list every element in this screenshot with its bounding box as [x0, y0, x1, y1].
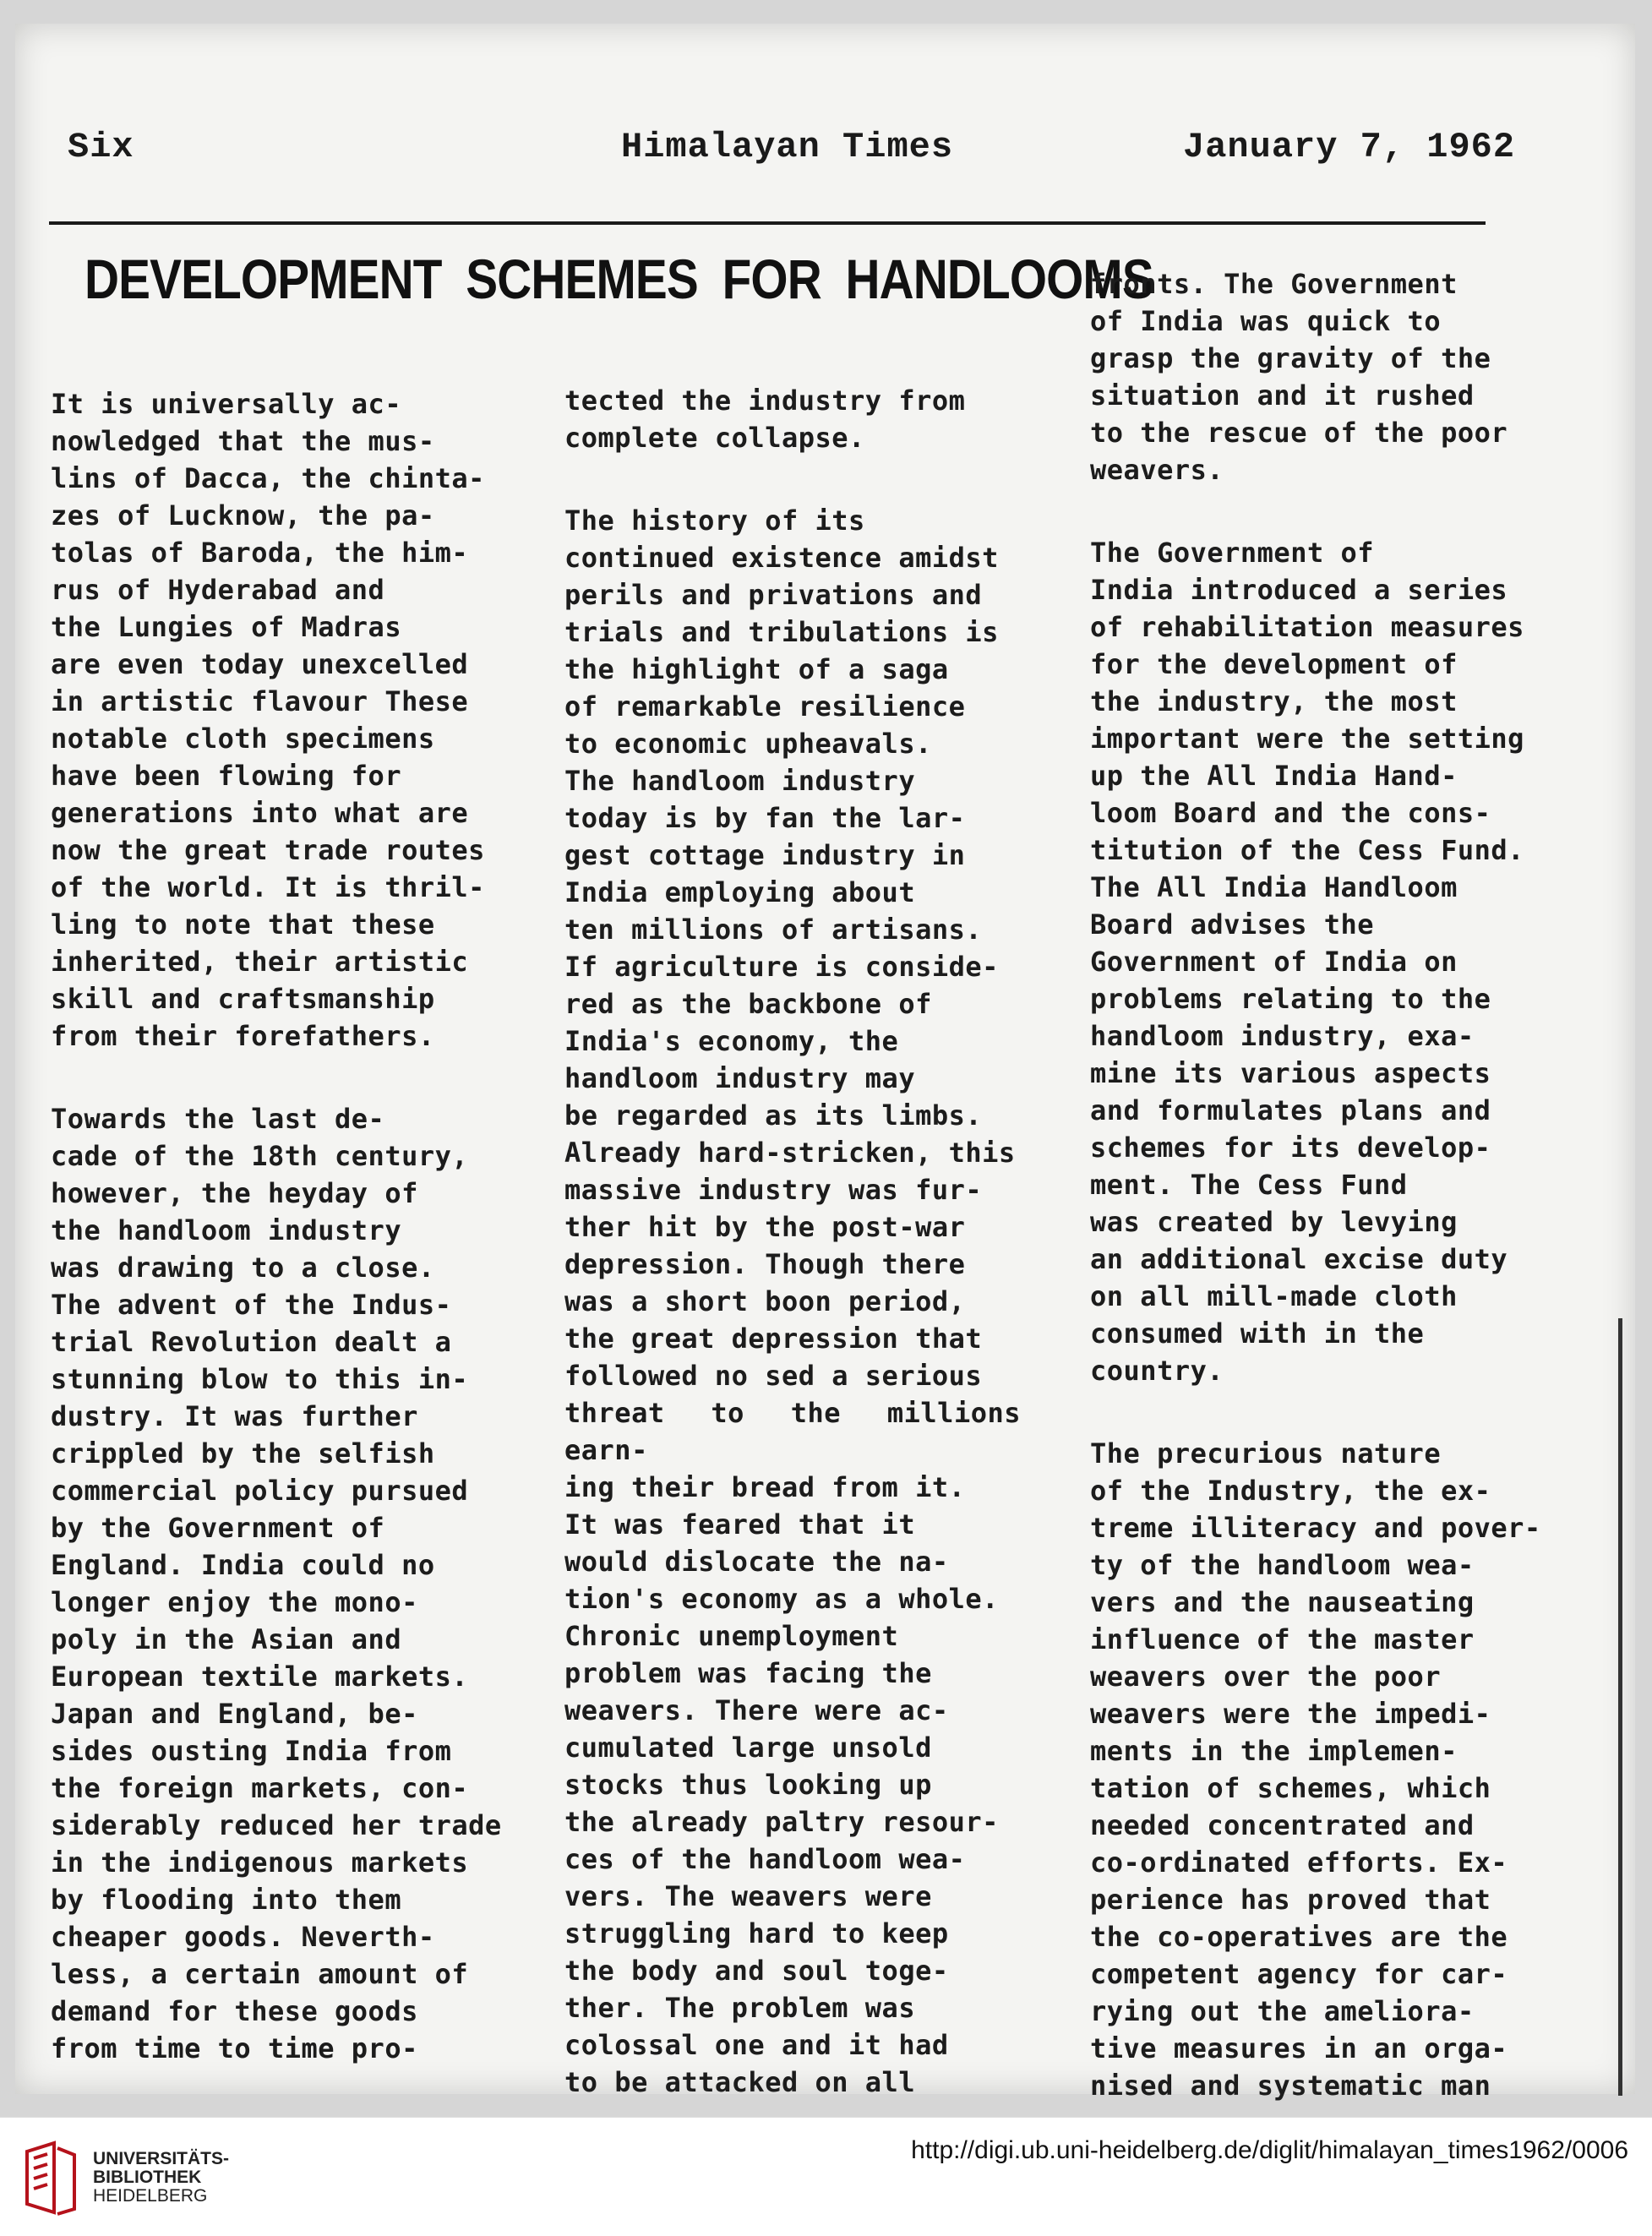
page-number: Six [68, 127, 134, 167]
library-logo-icon[interactable] [20, 2136, 81, 2221]
article-column-2 [564, 345, 1021, 2146]
article-column-1 [51, 348, 507, 2113]
paragraph: The precurious nature of the Industry, the ex- treme illiteracy and pover- ty of the handloom wea- vers and the nauseating influence of the master weavers over the poor weavers were the impedi- ments in the implemen- tation of schemes, which needed concentrated and co-ordinated efforts. Ex- perience has proved that the co-operatives are the competent agency for car- rying out the ameliora- tive measures in an orga- nised and systematic man [1090, 1437, 1541, 2102]
library-name-line: HEIDELBERG [93, 2186, 208, 2206]
article-column-3 [1090, 228, 1546, 2150]
paragraph: It is universally ac- nowledged that the mus- lins of Dacca, the chinta- zes of Lucknow, the pa- tolas of Baroda, the him- rus of Hyderabad and the Lungies of Madras are even today unexcelled in artistic flavour These notable cloth specimens have been flowing for generations into what are now the great trade routes of the world. It is thril- ling to note that these inherited, their artistic skill and craftsmanship from their forefathers. [51, 388, 485, 1052]
paragraph: The Government of India introduced a series of rehabilitation measures for the development of the industry, the most important were the setting up the All India Hand- loom Board and the cons- titution of the Cess Fund. The All India Handloom Board advises the Government of India on problems relating to the handloom industry, exa- mine its various aspects and formulates plans and schemes for its develop- ment. The Cess Fund was created by levying an additional excise duty on all mill-made cloth consumed with in the country. [1090, 537, 1524, 1387]
paragraph: tected the industry from complete collapse. [564, 384, 966, 454]
library-name[interactable] [93, 2150, 229, 2206]
paragraph: The history of its continued existence amidst perils and privations and trials and tribulations is the highlight of a saga of remarkable resilience to economic upheavals. The handloom industry today is by fan the lar- gest cottage industry in India employing about ten millions of artisans. If agriculture is conside- red as the backbone of India's economy, the handloom industry may be regarded as its limbs. Already hard-stricken, this massive industry was fur- ther hit by the post-war depression. Though there was a short boon period, the great depression that followed no sed a serious threat to the millions earn- ing their bread from it. It was feared that it would dislocate the na- tion's economy as a whole. Chronic unemployment problem was facing the weavers. There were ac- cumulated large unsold stocks thus looking up the already paltry resour- ces of the handloom wea- vers. The weavers were struggling hard to keep the body and soul toge- ther. The problem was colossal one and it had to be attacked on all [564, 504, 1021, 2098]
library-name-line: UNIVERSITÄTS- [93, 2149, 230, 2168]
paragraph: fronts. The Government of India was quick to grasp the gravity of the situation and it rushed to the rescue of the poor weavers. [1090, 268, 1508, 486]
library-name-line: BIBLIOTHEK [93, 2168, 202, 2187]
paragraph: Towards the last de- cade of the 18th century, however, the heyday of the handloom industry was drawing to a close. The advent of the Indus- trial Revolution dealt a stunning blow to this in- dustry. It was further crippled by the selfish commercial policy pursued by the Government of England. India could no longer enjoy the mono- poly in the Asian and European textile markets. Japan and England, be- sides ousting India from the foreign markets, con- siderably reduced her trade in the indigenous markets by flooding into them cheaper goods. Neverth- less, a certain amount of demand for these goods from time to time pro- [51, 1103, 502, 2064]
page-edge-mark [1618, 1318, 1622, 2096]
issue-date: January 7, 1962 [1183, 127, 1516, 167]
permalink-url[interactable]: http://digi.ub.uni-heidelberg.de/diglit/himalayan_times1962/0006 [911, 2136, 1628, 2164]
viewer-footer [0, 2117, 1652, 2236]
header-rule [49, 221, 1486, 225]
article-headline: DEVELOPMENT SCHEMES FOR HANDLOOMS [85, 248, 1153, 310]
newspaper-title: Himalayan Times [621, 127, 954, 167]
